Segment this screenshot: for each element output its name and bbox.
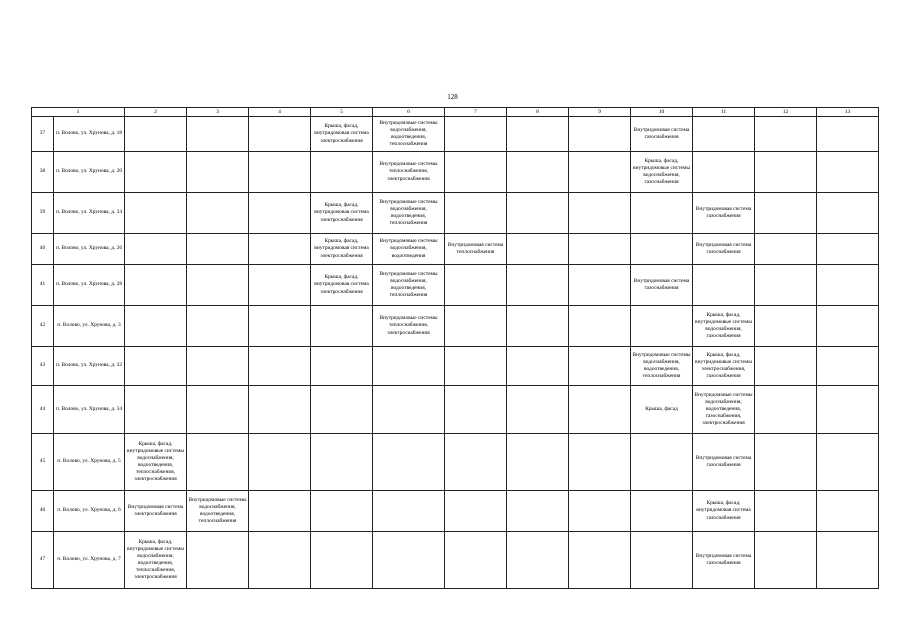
work-type-cell	[693, 152, 755, 193]
work-type-cell	[817, 117, 879, 152]
work-type-cell	[755, 347, 817, 386]
work-type-cell	[187, 386, 249, 434]
work-type-cell: Внутридомовые системы водоснабжения, водоотведения, газоснабжения, электроснабжения	[693, 386, 755, 434]
work-type-cell	[187, 265, 249, 306]
work-type-cell	[569, 434, 631, 491]
work-type-cell: Крыша, фасад, внутридомовые системы электроснабжения, газоснабжения	[693, 347, 755, 386]
column-number-header-row	[32, 108, 879, 117]
row-number-cell: 44	[32, 386, 54, 434]
work-type-cell: Внутридомовые системы теплоснабжения, электроснабжения	[373, 306, 445, 347]
work-type-cell: Внутридомовая система газоснабжения	[693, 434, 755, 491]
work-type-cell	[125, 386, 187, 434]
work-type-cell	[445, 117, 507, 152]
work-type-cell	[569, 117, 631, 152]
column-header-cell: 10	[631, 108, 693, 117]
work-type-cell	[569, 386, 631, 434]
address-cell: п. Волово, ул. Хрунова, д. 3	[54, 306, 125, 347]
work-type-cell	[311, 386, 373, 434]
address-cell: п. Волово, ул. Хрунова, д. 26	[54, 234, 125, 265]
work-type-cell: Крыша, фасад, внутридомовая система электроснабжения	[311, 234, 373, 265]
work-type-cell	[693, 265, 755, 306]
table-row	[32, 234, 879, 265]
table-row	[32, 152, 879, 193]
work-type-cell	[249, 306, 311, 347]
column-header-cell: 5	[311, 108, 373, 117]
work-type-cell	[569, 532, 631, 589]
column-header-cell: 3	[187, 108, 249, 117]
work-type-cell	[631, 234, 693, 265]
work-type-cell	[755, 117, 817, 152]
work-type-cell	[249, 386, 311, 434]
work-type-cell	[569, 152, 631, 193]
table-row	[32, 117, 879, 152]
work-type-cell	[817, 532, 879, 589]
address-cell: п. Волово, ул. Хрунова, д. 24	[54, 193, 125, 234]
column-header-cell: 11	[693, 108, 755, 117]
work-type-cell: Внутридомовая система газоснабжения	[631, 265, 693, 306]
work-type-cell: Внутридомовая система теплоснабжения	[445, 234, 507, 265]
table-row	[32, 532, 879, 589]
table-row	[32, 265, 879, 306]
row-number-cell: 45	[32, 434, 54, 491]
work-type-cell	[755, 434, 817, 491]
work-type-cell	[755, 386, 817, 434]
work-type-cell	[817, 265, 879, 306]
work-type-cell: Крыша, фасад, внутридомовая система газоснабжения	[693, 491, 755, 532]
work-type-cell: Внутридомовая система газоснабжения	[693, 193, 755, 234]
address-cell: п. Волово, ул. Хрунова, д. 6	[54, 491, 125, 532]
work-type-cell	[249, 491, 311, 532]
work-type-cell	[311, 306, 373, 347]
work-type-cell	[187, 234, 249, 265]
row-number-cell: 40	[32, 234, 54, 265]
work-type-cell	[631, 532, 693, 589]
work-type-cell	[187, 117, 249, 152]
work-type-cell	[125, 234, 187, 265]
work-type-cell	[125, 117, 187, 152]
work-type-cell	[569, 306, 631, 347]
work-type-cell	[507, 434, 569, 491]
work-type-cell	[249, 117, 311, 152]
work-type-cell	[507, 532, 569, 589]
work-type-cell	[445, 347, 507, 386]
work-type-cell	[249, 152, 311, 193]
table-row	[32, 491, 879, 532]
work-type-cell	[373, 434, 445, 491]
work-type-cell	[125, 152, 187, 193]
row-number-cell: 38	[32, 152, 54, 193]
work-type-cell	[445, 532, 507, 589]
work-type-cell: Крыша, фасад	[631, 386, 693, 434]
work-type-cell	[631, 306, 693, 347]
work-type-cell	[187, 152, 249, 193]
work-type-cell: Крыша, фасад, внутридомовая система электроснабжения	[311, 265, 373, 306]
work-type-cell: Крыша, фасад, внутридомовая система электроснабжения	[311, 193, 373, 234]
work-type-cell	[311, 434, 373, 491]
work-type-cell	[755, 491, 817, 532]
work-type-cell	[373, 386, 445, 434]
work-type-cell	[507, 491, 569, 532]
work-type-cell	[373, 491, 445, 532]
column-header-cell: 7	[445, 108, 507, 117]
address-cell: п. Волово, ул. Хрунова, д. 7	[54, 532, 125, 589]
work-type-cell	[507, 306, 569, 347]
work-type-cell	[249, 347, 311, 386]
work-type-cell	[507, 152, 569, 193]
work-type-cell	[817, 152, 879, 193]
work-type-cell: Внутридомовые системы теплоснабжения, электроснабжения	[373, 152, 445, 193]
address-cell: п. Волово, ул. Хрунова, д. 34	[54, 386, 125, 434]
work-type-cell	[755, 532, 817, 589]
address-cell: п. Волово, ул. Хрунова, д. 32	[54, 347, 125, 386]
column-header-cell: 2	[125, 108, 187, 117]
work-type-cell	[817, 193, 879, 234]
work-type-cell	[817, 491, 879, 532]
work-type-cell	[693, 117, 755, 152]
work-type-cell	[631, 193, 693, 234]
work-type-cell	[125, 265, 187, 306]
work-type-cell	[249, 434, 311, 491]
work-type-cell: Крыша, фасад, внутридомовые системы водоснабжения, водоотведения, теплоснабжения, электроснабжения	[125, 434, 187, 491]
work-type-cell	[631, 491, 693, 532]
column-header-cell: 9	[569, 108, 631, 117]
work-type-cell	[445, 306, 507, 347]
work-type-cell: Внутридомовые системы водоснабжения, водоотведения, теплоснабжения	[373, 193, 445, 234]
work-type-cell	[187, 434, 249, 491]
work-type-cell: Внутридомовые системы водоснабжения, водоотведения, теплоснабжения	[187, 491, 249, 532]
work-type-cell	[187, 347, 249, 386]
work-type-cell	[507, 347, 569, 386]
address-cell: п. Волово, ул. Хрунова, д. 20	[54, 152, 125, 193]
work-type-cell: Крыша, фасад, внутридомовая система электроснабжения	[311, 117, 373, 152]
row-number-cell: 37	[32, 117, 54, 152]
work-type-cell	[569, 265, 631, 306]
work-type-cell	[125, 306, 187, 347]
column-header-cell: 12	[755, 108, 817, 117]
work-type-cell	[507, 117, 569, 152]
work-type-cell	[755, 234, 817, 265]
work-type-cell	[755, 152, 817, 193]
work-type-cell	[125, 193, 187, 234]
work-type-cell: Крыша, фасад, внутридомовые системы водоснабжения, газоснабжения	[631, 152, 693, 193]
address-cell: п. Волово, ул. Хрунова, д. 5	[54, 434, 125, 491]
work-type-cell: Крыша, фасад, внутридомовые системы водоснабжения, водоотведения, теплоснабжения, электроснабжения	[125, 532, 187, 589]
work-type-cell: Внутридомовая система газоснабжения	[693, 234, 755, 265]
table-row	[32, 193, 879, 234]
work-type-cell	[249, 532, 311, 589]
work-type-cell	[125, 347, 187, 386]
row-number-cell: 42	[32, 306, 54, 347]
work-type-cell	[507, 265, 569, 306]
address-cell: п. Волово, ул. Хрунова, д. 18	[54, 117, 125, 152]
row-number-cell: 39	[32, 193, 54, 234]
work-type-cell: Внутридомовые системы водоснабжения, водоотведения, теплоснабжения	[373, 117, 445, 152]
work-type-cell	[445, 386, 507, 434]
work-type-cell	[569, 234, 631, 265]
row-number-cell: 43	[32, 347, 54, 386]
table-row	[32, 434, 879, 491]
column-header-cell: 13	[817, 108, 879, 117]
work-type-cell	[445, 265, 507, 306]
work-type-cell	[311, 532, 373, 589]
work-type-cell	[817, 234, 879, 265]
work-type-cell: Внутридомовые системы водоснабжения, водоотведения, теплоснабжения	[631, 347, 693, 386]
work-type-cell	[817, 306, 879, 347]
work-type-cell	[311, 491, 373, 532]
row-number-cell: 41	[32, 265, 54, 306]
work-type-cell: Внутридомовые системы водоснабжения, водоотведения, теплоснабжения	[373, 265, 445, 306]
work-type-cell	[311, 347, 373, 386]
work-type-cell	[755, 265, 817, 306]
work-type-cell	[249, 265, 311, 306]
work-type-cell	[817, 386, 879, 434]
address-cell: п. Волово, ул. Хрунова, д. 28	[54, 265, 125, 306]
work-type-cell: Внутридомовая система газоснабжения	[693, 532, 755, 589]
work-type-cell	[507, 193, 569, 234]
repair-schedule-table	[31, 107, 879, 589]
table-row	[32, 306, 879, 347]
work-type-cell	[187, 306, 249, 347]
work-type-cell	[631, 434, 693, 491]
work-type-cell	[311, 152, 373, 193]
work-type-cell	[445, 193, 507, 234]
work-type-cell	[507, 386, 569, 434]
work-type-cell	[249, 193, 311, 234]
work-type-cell	[569, 491, 631, 532]
work-type-cell	[373, 532, 445, 589]
table-row	[32, 347, 879, 386]
column-header-cell: 6	[373, 108, 445, 117]
work-type-cell	[187, 193, 249, 234]
work-type-cell	[445, 152, 507, 193]
column-header-cell: 8	[507, 108, 569, 117]
row-number-cell: 47	[32, 532, 54, 589]
work-type-cell: Внутридомовая система газоснабжения	[631, 117, 693, 152]
table-row	[32, 386, 879, 434]
column-header-cell: 4	[249, 108, 311, 117]
column-header-cell: 1	[32, 108, 125, 117]
work-type-cell: Внутридомовые системы водоснабжения, водоотведения	[373, 234, 445, 265]
row-number-cell: 46	[32, 491, 54, 532]
page-number: 128	[447, 93, 458, 101]
work-type-cell	[755, 193, 817, 234]
work-type-cell: Внутридомовая система электроснабжения	[125, 491, 187, 532]
work-type-cell	[445, 491, 507, 532]
work-type-cell	[445, 434, 507, 491]
work-type-cell	[755, 306, 817, 347]
work-type-cell	[187, 532, 249, 589]
work-type-cell	[373, 347, 445, 386]
work-type-cell	[569, 347, 631, 386]
work-type-cell	[249, 234, 311, 265]
work-type-cell	[507, 234, 569, 265]
work-type-cell: Крыша, фасад, внутридомовые системы водоснабжения, газоснабжения	[693, 306, 755, 347]
work-type-cell	[569, 193, 631, 234]
work-type-cell	[817, 347, 879, 386]
work-type-cell	[817, 434, 879, 491]
